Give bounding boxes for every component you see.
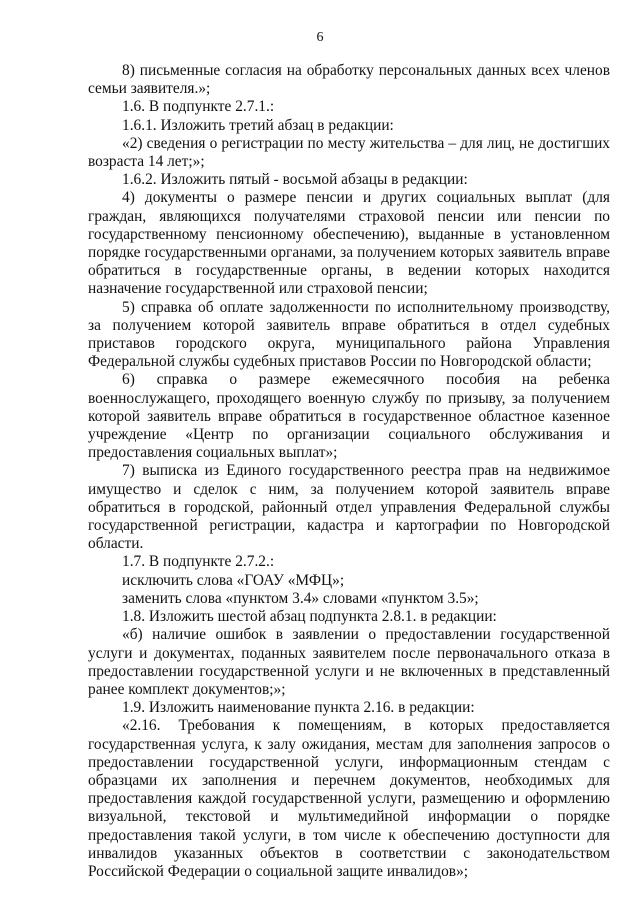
paragraph-item-2: «2) сведения о регистрации по месту жительства – для лиц, не достигших возраста 14 лет;»; bbox=[88, 134, 610, 171]
paragraph-1-8: 1.8. Изложить шестой абзац подпункта 2.8.1. в редакции: bbox=[122, 608, 497, 626]
page-number: 6 bbox=[316, 30, 324, 45]
paragraph-exclude-words: исключить слова «ГОАУ «МФЦ»; bbox=[122, 571, 345, 589]
paragraph-item-b: «б) наличие ошибок в заявлении о предоставлении государственной услуги и документах, поданных заявителем после первоначального отказа в предоставлении государственной услуги и не включенных в представленный ранее комплект документов;»; bbox=[88, 626, 610, 698]
paragraph-replace-words: заменить слова «пунктом 3.4» словами «пунктом 3.5»; bbox=[122, 589, 479, 607]
document-body bbox=[88, 62, 610, 881]
paragraph-1-9: 1.9. Изложить наименование пункта 2.16. в редакции: bbox=[122, 699, 475, 717]
paragraph-1-6-1: 1.6.1. Изложить третий абзац в редакции: bbox=[122, 116, 394, 134]
paragraph-2-16: «2.16. Требования к помещениям, в которых предоставляется государственная услуга, к залу ожидания, местам для заполнения запросов о предоставлении государственной услуги, информационным стендам с образцами их заполнения и перечнем документов, необходимых для предоставления каждой государственной услуги, размещению и оформлению визуальной, текстовой и мультимедийной информации о порядке предоставления такой услуги, в том числе к обеспечению доступности для инвалидов указанных объектов в соответствии с законодательством Российской Федерации о социальной защите инвалидов»; bbox=[88, 717, 610, 880]
paragraph-item-6: 6) справка о размере ежемесячного пособия на ребенка военнослужащего, проходящего военную службу по призыву, за получением которой заявитель вправе обратиться в государственное областное казенное учреждение «Центр по организации социального обслуживания и предоставления социальных выплат»; bbox=[88, 371, 610, 462]
paragraph-item-4: 4) документы о размере пенсии и других социальных выплат (для граждан, являющихся получателями страховой пенсии или пенсии по государственному пенсионному обеспечению), выданные в установленном порядке государственными органами, за получением которых заявитель вправе обратиться в государственные органы, в ведении которых находится назначение государственной или страховой пенсии; bbox=[88, 189, 610, 298]
paragraph-1-6: 1.6. В подпункте 2.7.1.: bbox=[122, 98, 275, 116]
paragraph-item-8: 8) письменные согласия на обработку персональных данных всех членов семьи заявителя.»; bbox=[88, 62, 610, 98]
paragraph-1-6-2: 1.6.2. Изложить пятый - восьмой абзацы в редакции: bbox=[122, 171, 468, 189]
paragraph-1-7: 1.7. В подпункте 2.7.2.: bbox=[122, 553, 275, 571]
paragraph-item-5: 5) справка об оплате задолженности по исполнительному производству, за получением которой заявитель вправе обратиться в отдел судебных приставов городского округа, муниципального района Управления Федеральной службы судебных приставов России по Новгородской области; bbox=[88, 298, 610, 371]
paragraph-item-7: 7) выписка из Единого государственного реестра прав на недвижимое имущество и сделок с ним, за получением которой заявитель вправе обратиться в городской, районный отдел управления Федеральной службы государственной регистрации, кадастра и картографии по Новгородской области. bbox=[88, 462, 610, 553]
